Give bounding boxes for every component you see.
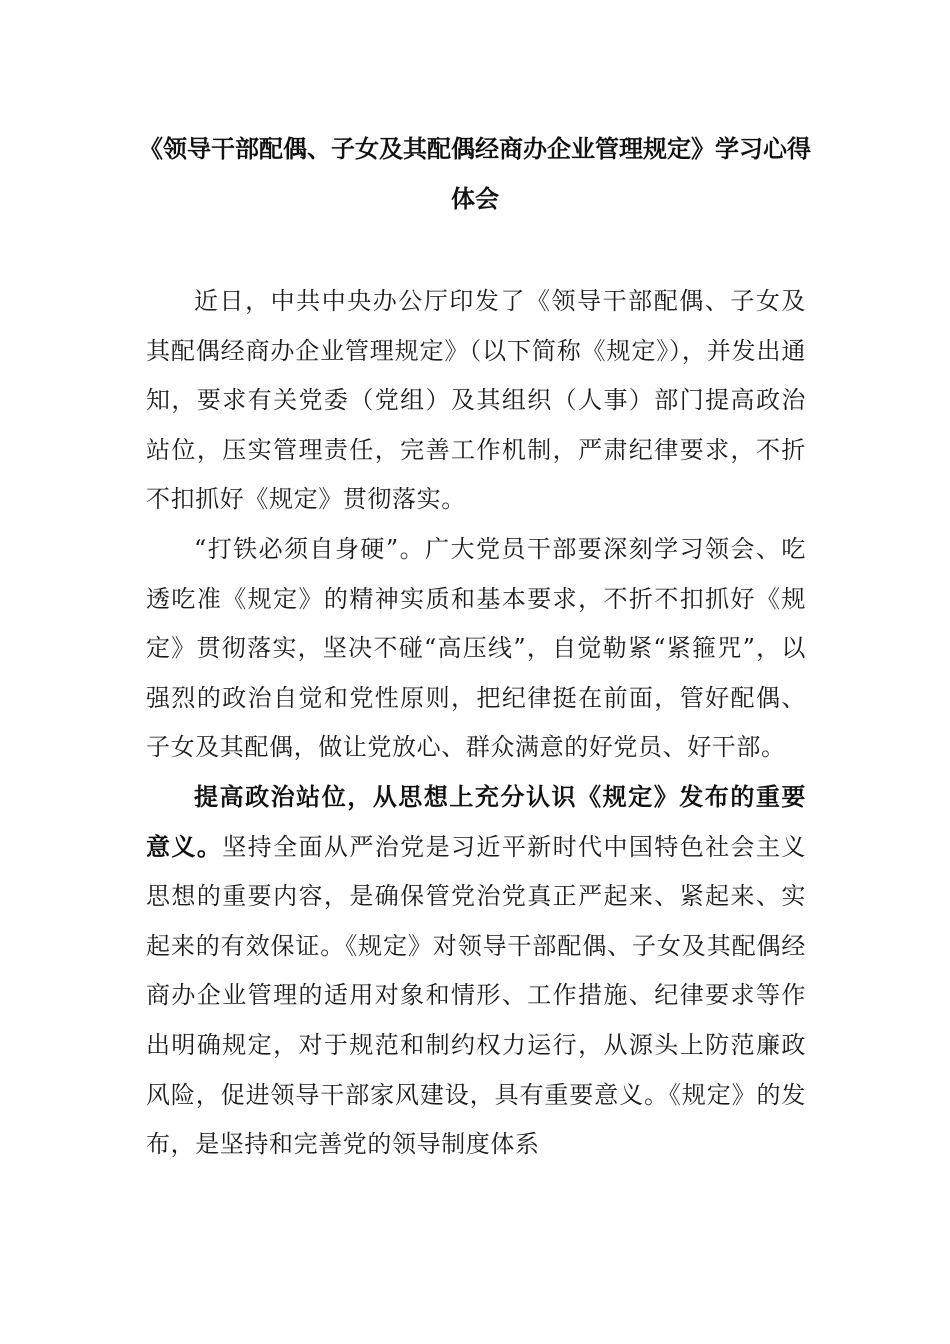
document-body xyxy=(146,277,806,1170)
paragraph-1 xyxy=(146,277,806,525)
paragraph-1-text: 近日，中共中央办公厅印发了《领导干部配偶、子女及其配偶经商办企业管理规定》（以下简称《规定》），并发出通知，要求有关党委（党组）及其组织（人事）部门提高政治站位，压实管理责任，完善工作机制，严肃纪律要求，不折不扣抓好《规定》贯彻落实。 xyxy=(146,287,806,514)
document-title: 《领导干部配偶、子女及其配偶经商办企业管理规定》学习心得体会 xyxy=(139,135,811,213)
paragraph-2-text: “打铁必须自身硬”。广大党员干部要深刻学习领会、吃透吃准《规定》的精神实质和基本要求，不折不扣抓好《规定》贯彻落实，坚决不碰“高压线”，自觉勒紧“紧箍咒”，以强烈的政治自觉和党性原则，把纪律挺在前面，管好配偶、子女及其配偶，做让党放心、群众满意的好党员、好干部。 xyxy=(146,534,806,762)
paragraph-3-text: 坚持全面从严治党是习近平新时代中国特色社会主义思想的重要内容，是确保管党治党真正严起来、紧起来、实起来的有效保证。《规定》对领导干部配偶、子女及其配偶经商办企业管理的适用对象和情形、工作措施、纪律要求等作出明确规定，对于规范和制约权力运行，从源头上防范廉政风险，促进领导干部家风建设，具有重要意义。《规定》的发布，是坚持和完善党的领导制度体系 xyxy=(146,832,806,1159)
paragraph-2 xyxy=(146,525,806,773)
paragraph-3-lead-heading: 提高政治站位，从思想上充分认识《规定》发布的重要意义。 xyxy=(146,782,806,861)
paragraph-3 xyxy=(146,773,806,1170)
